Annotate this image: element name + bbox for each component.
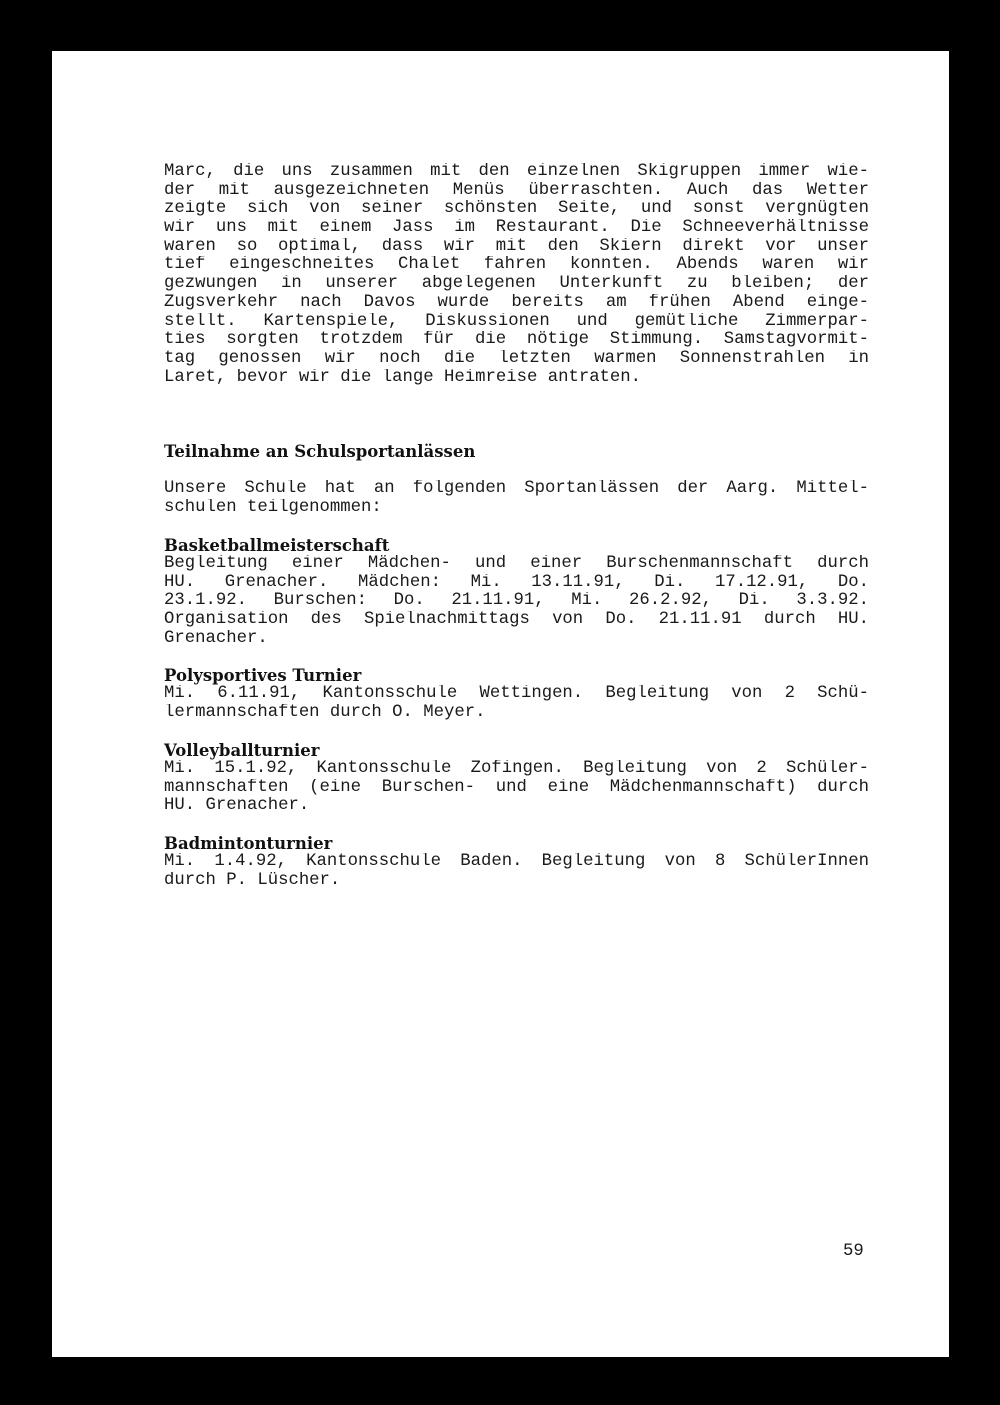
page-number: 59 <box>843 1242 864 1261</box>
text-line: lermannschaften durch O. Meyer. <box>164 703 486 722</box>
intro-paragraph <box>164 163 869 387</box>
text-line: Begleitung einer Mädchen- und einer Burschenmannschaft durch <box>164 555 869 573</box>
text-line: Mi. 6.11.91, Kantonsschule Wettingen. Begleitung von 2 Schü- <box>164 685 869 703</box>
section-title: Teilnahme an Schulsportanlässen <box>164 442 476 461</box>
event-body-polysport <box>164 685 869 722</box>
event-title-volleyball: Volleyballturnier <box>164 741 320 760</box>
event-title-polysport: Polysportives Turnier <box>164 666 362 685</box>
text-line: Marc, die uns zusammen mit den einzelnen Skigruppen immer wie- <box>164 163 869 181</box>
text-line: Grenacher. <box>164 629 268 648</box>
text-line: der mit ausgezeichneten Menüs überraschten. Auch das Wetter <box>164 181 869 200</box>
event-body-volleyball <box>164 760 869 816</box>
event-title-badminton: Badmintonturnier <box>164 834 333 853</box>
text-line: schulen teilgenommen: <box>164 498 382 517</box>
event-body-basketball <box>164 555 869 648</box>
text-line: Mi. 15.1.92, Kantonsschule Zofingen. Begleitung von 2 Schüler- <box>164 760 869 778</box>
text-line: Laret, bevor wir die lange Heimreise antraten. <box>164 368 642 387</box>
text-line: waren so optimal, dass wir mit den Skiern direkt vor unser <box>164 237 869 256</box>
text-line: HU. Grenacher. <box>164 797 310 816</box>
event-title-basketball: Basketballmeisterschaft <box>164 536 390 555</box>
event-body-badminton <box>164 853 869 890</box>
text-line: ties sorgten trotzdem für die nötige Stimmung. Samstagvormit- <box>164 331 869 350</box>
text-line: zeigte sich von seiner schönsten Seite, und sonst vergnügten <box>164 200 869 219</box>
section-intro <box>164 480 869 517</box>
text-line: HU. Grenacher. Mädchen: Mi. 13.11.91, Di. 17.12.91, Do. <box>164 573 869 592</box>
text-line: Unsere Schule hat an folgenden Sportanlässen der Aarg. Mittel- <box>164 480 869 498</box>
text-line: stellt. Kartenspiele, Diskussionen und gemütliche Zimmerpar- <box>164 312 869 331</box>
text-line: tag genossen wir noch die letzten warmen Sonnenstrahlen in <box>164 349 869 368</box>
text-line: gezwungen in unserer abgelegenen Unterkunft zu bleiben; der <box>164 275 869 294</box>
text-line: tief eingeschneites Chalet fahren konnten. Abends waren wir <box>164 256 869 275</box>
text-line: Mi. 1.4.92, Kantonsschule Baden. Begleitung von 8 SchülerInnen <box>164 853 869 871</box>
text-line: Zugsverkehr nach Davos wurde bereits am frühen Abend einge- <box>164 293 869 312</box>
text-line: 23.1.92. Burschen: Do. 21.11.91, Mi. 26.2.92, Di. 3.3.92. <box>164 592 869 611</box>
text-line: mannschaften (eine Burschen- und eine Mädchenmannschaft) durch <box>164 778 869 797</box>
text-line: durch P. Lüscher. <box>164 871 341 890</box>
text-line: Organisation des Spielnachmittags von Do. 21.11.91 durch HU. <box>164 611 869 630</box>
text-line: wir uns mit einem Jass im Restaurant. Die Schneeverhältnisse <box>164 219 869 238</box>
